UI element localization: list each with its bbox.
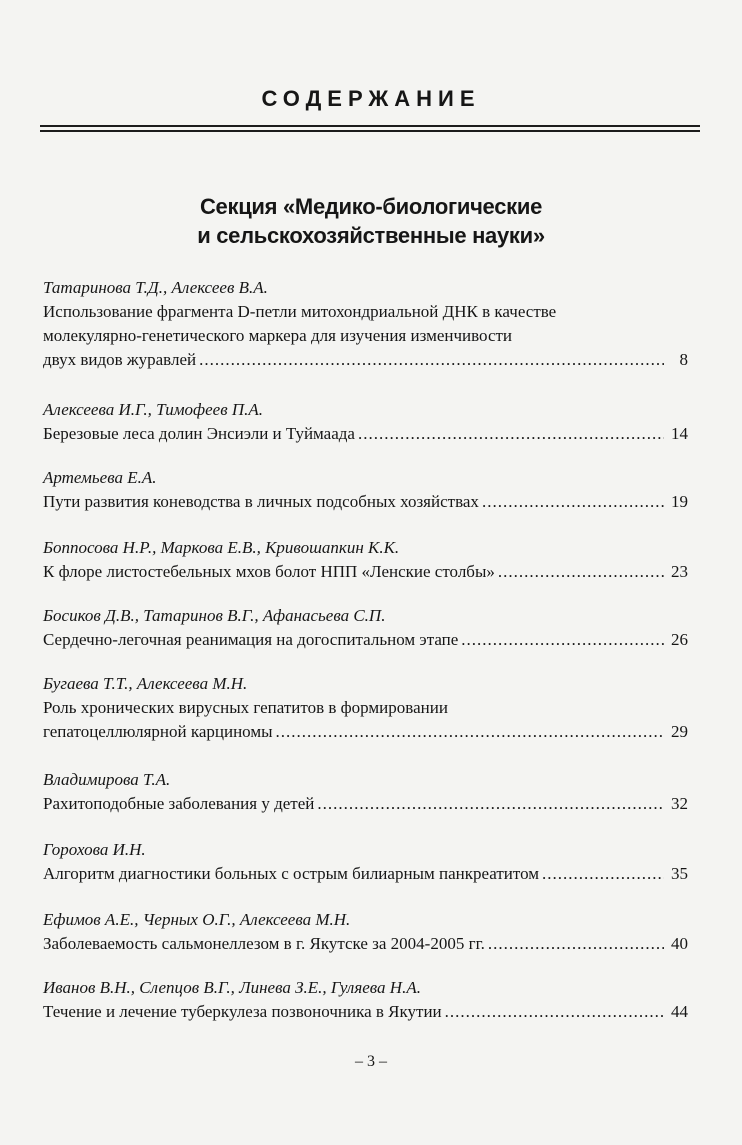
entry-page-number: 35 <box>671 864 688 883</box>
entry-page-number: 23 <box>671 562 688 581</box>
entry-authors: Боппосова Н.Р., Маркова Е.В., Кривошапкин К.К. <box>43 538 400 557</box>
page-heading: СОДЕРЖАНИЕ <box>261 86 481 111</box>
section-title-line-2: и сельскохозяйственные науки» <box>197 223 545 248</box>
entry-page-number: 40 <box>671 934 688 953</box>
heading-divider-bottom <box>40 130 700 132</box>
entry-authors: Владимирова Т.А. <box>43 770 171 789</box>
dot-leader <box>276 720 664 744</box>
entry-page-number: 32 <box>671 794 688 813</box>
entry-authors: Алексеева И.Г., Тимофеев П.А. <box>43 400 264 419</box>
toc-entry[interactable] <box>43 838 688 886</box>
entry-title-last-line <box>43 792 688 816</box>
entry-page-number: 29 <box>671 722 688 741</box>
dot-leader <box>482 490 664 514</box>
entry-page-number: 44 <box>671 1002 688 1021</box>
entry-title-text: двух видов журавлей <box>43 350 197 369</box>
entry-title-last-line <box>43 862 688 886</box>
entry-title-text: Рахитоподобные заболевания у детей <box>43 794 315 813</box>
entry-authors: Татаринова Т.Д., Алексеев В.А. <box>43 278 268 297</box>
entry-title-line: Использование фрагмента D-петли митохондриальной ДНК в качестве <box>43 302 557 321</box>
entry-page-number: 14 <box>671 424 688 443</box>
toc-entry[interactable] <box>43 976 688 1024</box>
entry-title-line: молекулярно-генетического маркера для изучения изменчивости <box>43 326 513 345</box>
dot-leader <box>445 1000 664 1024</box>
entry-page-number: 26 <box>671 630 688 649</box>
entry-title-last-line <box>43 720 688 744</box>
dot-leader <box>461 628 664 652</box>
entry-title-last-line <box>43 560 688 584</box>
section-title-line-1: Секция «Медико-биологические <box>199 194 543 219</box>
entry-authors: Горохова И.Н. <box>43 840 146 859</box>
toc-entry[interactable] <box>43 768 688 816</box>
entry-title-last-line <box>43 1000 688 1024</box>
entry-authors: Артемьева Е.А. <box>43 468 157 487</box>
entry-authors: Иванов В.Н., Слепцов В.Г., Линева З.Е., Гуляева Н.А. <box>43 978 421 997</box>
dot-leader <box>488 932 664 956</box>
dot-leader <box>317 792 664 816</box>
entry-title-last-line <box>43 932 688 956</box>
page-number: – 3 – <box>355 1053 387 1070</box>
dot-leader <box>542 862 664 886</box>
toc-entry[interactable] <box>43 466 688 514</box>
toc-entry[interactable] <box>43 276 688 372</box>
toc-entry[interactable] <box>43 536 688 584</box>
entry-title-line: Роль хронических вирусных гепатитов в формировании <box>43 698 448 717</box>
entry-page-number: 8 <box>679 350 688 369</box>
entry-authors: Бугаева Т.Т., Алексеева М.Н. <box>43 674 248 693</box>
entry-page-number: 19 <box>671 492 688 511</box>
entry-title-text: К флоре листостебельных мхов болот НПП «Ленские столбы» <box>43 562 495 581</box>
toc-entry[interactable] <box>43 604 688 652</box>
dot-leader <box>199 348 664 372</box>
dot-leader <box>358 422 664 446</box>
entry-title-last-line <box>43 422 688 446</box>
entry-title-last-line <box>43 628 688 652</box>
entry-title-text: гепатоцеллюлярной карциномы <box>43 722 273 741</box>
entry-title-text: Алгоритм диагностики больных с острым билиарным панкреатитом <box>43 864 539 883</box>
toc-entries <box>43 276 688 1024</box>
dot-leader <box>498 560 664 584</box>
entry-title-last-line <box>43 490 688 514</box>
entry-authors: Босиков Д.В., Татаринов В.Г., Афанасьева С.П. <box>43 606 386 625</box>
toc-entry[interactable] <box>43 908 688 956</box>
section-title <box>0 192 742 250</box>
entry-title-last-line <box>43 348 688 372</box>
entry-title-text: Березовые леса долин Энсиэли и Туймаада <box>43 424 355 443</box>
entry-title-text: Сердечно-легочная реанимация на догоспитальном этапе <box>43 630 459 649</box>
toc-entry[interactable] <box>43 398 688 446</box>
heading-divider-top <box>40 125 700 127</box>
entry-authors: Ефимов А.Е., Черных О.Г., Алексеева М.Н. <box>43 910 351 929</box>
entry-title-text: Пути развития коневодства в личных подсобных хозяйствах <box>43 492 479 511</box>
entry-title-text: Течение и лечение туберкулеза позвоночника в Якутии <box>43 1002 442 1021</box>
toc-entry[interactable] <box>43 672 688 744</box>
entry-title-text: Заболеваемость сальмонеллезом в г. Якутске за 2004-2005 гг. <box>43 934 485 953</box>
